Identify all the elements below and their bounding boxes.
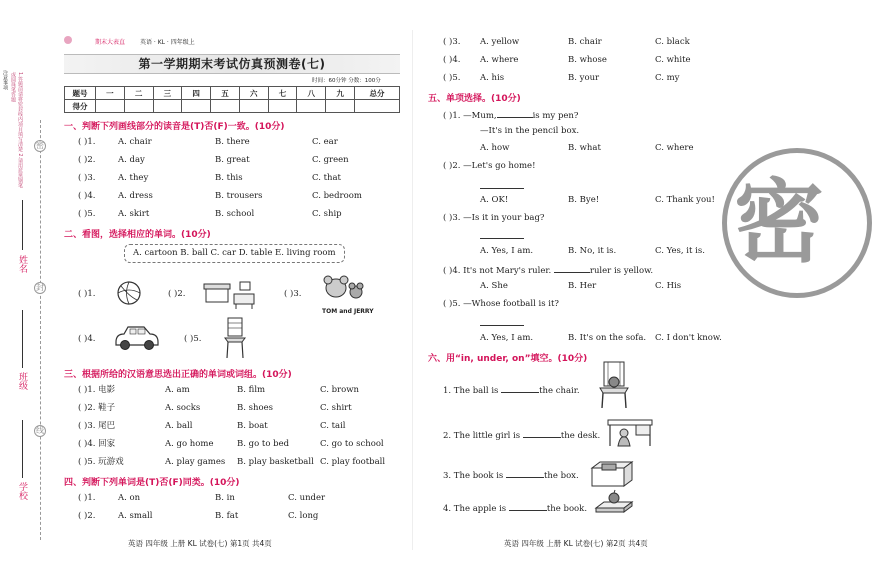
s1-q1-c: C. ear <box>312 137 338 147</box>
score-col: 六 <box>239 87 268 100</box>
s3-q4-c: C. go to school <box>320 439 384 449</box>
score-col: 一 <box>96 87 125 100</box>
s5-q3-blank[interactable] <box>480 238 524 239</box>
notes-title: 注意事项 <box>2 70 8 90</box>
school-label: 学校 <box>17 482 27 500</box>
s5-q4-text: ( )4. It's not Mary's ruler. <box>443 266 552 276</box>
score-cell[interactable] <box>355 100 400 113</box>
score-col: 七 <box>268 87 297 100</box>
s3-q4-b: B. go to bed <box>237 439 290 449</box>
r-q5-a: A. his <box>480 73 505 83</box>
s1-q5-a: A. skirt <box>118 209 150 219</box>
s2-q2-label: ( )2. <box>168 289 186 299</box>
s6-q4-blank[interactable] <box>509 502 547 511</box>
s2-q1-label: ( )1. <box>78 289 96 299</box>
score-col: 二 <box>124 87 153 100</box>
s6-q1-pre: 1. The ball is <box>443 386 499 396</box>
s1-q2-c: C. green <box>312 155 349 165</box>
s5-q2-c: C. Thank you! <box>655 195 715 205</box>
s4-q1-b: B. in <box>215 493 235 503</box>
s5-q5-blank[interactable] <box>480 325 524 326</box>
s5-q1-text: ( )1. —Mum, <box>443 111 497 121</box>
section-4-title: 四、判断下列单词是(T)否(F)同类。(10分) <box>64 478 240 488</box>
score-col: 八 <box>297 87 326 100</box>
r-q4-b: B. whose <box>568 55 607 65</box>
score-col: 九 <box>326 87 355 100</box>
s6-q2-blank[interactable] <box>523 429 561 438</box>
s5-q2-a: A. OK! <box>480 195 509 205</box>
s2-q5-label: ( )5. <box>184 334 202 344</box>
section-2-title: 二、看图，选择相应的单词。(10分) <box>64 230 211 240</box>
s6-q1-post: the chair. <box>539 386 580 396</box>
apple-on-book-picture <box>594 490 634 516</box>
r-q5-c: C. my <box>655 73 680 83</box>
s4-q2-b: B. fat <box>215 511 239 521</box>
s5-q3-c: C. Yes, it is. <box>655 246 705 256</box>
s5-q2-blank[interactable] <box>480 188 524 189</box>
s1-q4-num: ( )4. <box>78 191 96 201</box>
s1-q3-c: C. that <box>312 173 341 183</box>
s6-q3-blank[interactable] <box>506 469 544 478</box>
s1-q4-c: C. bedroom <box>312 191 362 201</box>
score-col: 总分 <box>355 87 400 100</box>
s3-q2-num: ( )2. 鞋子 <box>78 403 116 413</box>
r-q3-a: A. yellow <box>480 37 520 47</box>
s1-q5-c: C. ship <box>312 209 342 219</box>
seal-mark-3: 线 <box>36 426 44 435</box>
ball-picture <box>116 280 142 306</box>
s1-q2-b: B. great <box>215 155 250 165</box>
s5-q1-stem <box>443 109 578 122</box>
section-5-title: 五、单项选择。(10分) <box>428 94 521 104</box>
s6-q2 <box>443 429 600 442</box>
series-tag: 期末大表直 <box>95 39 126 46</box>
r-q5-num: ( )5. <box>443 73 461 83</box>
seal-line <box>40 120 41 540</box>
s1-q1-num: ( )1. <box>78 137 96 147</box>
score-cell[interactable] <box>239 100 268 113</box>
r-q3-b: B. chair <box>568 37 602 47</box>
name-label: 姓名 <box>17 255 27 273</box>
s6-q2-post: the desk. <box>560 431 601 441</box>
girl-under-desk-picture <box>606 416 656 448</box>
class-label: 班级 <box>17 372 27 390</box>
s3-q5-c: C. play football <box>320 457 386 467</box>
s5-q1-line2: —It's in the pencil box. <box>480 126 580 136</box>
s4-q2-a: A. small <box>118 511 153 521</box>
score-cell[interactable] <box>124 100 153 113</box>
ball-on-chair-picture <box>598 360 632 410</box>
s5-q4-a: A. She <box>480 281 508 291</box>
s5-q3-b: B. No, it is. <box>568 246 617 256</box>
s5-q1-b: B. what <box>568 143 601 153</box>
s5-q4-blank[interactable] <box>554 264 590 273</box>
s6-q3-pre: 3. The book is <box>443 471 504 481</box>
stamp-character: 密 <box>734 170 824 275</box>
score-col: 四 <box>182 87 211 100</box>
s5-q1-a: A. how <box>480 143 510 153</box>
s3-q3-num: ( )3. 尾巴 <box>78 421 116 431</box>
s1-q3-a: A. they <box>118 173 149 183</box>
r-q4-a: A. where <box>480 55 519 65</box>
s5-q4-c: C. His <box>655 281 682 291</box>
s6-q2-pre: 2. The little girl is <box>443 431 521 441</box>
s5-q3-a: A. Yes, I am. <box>480 246 534 256</box>
r-q5-b: B. your <box>568 73 600 83</box>
section-3-title: 三、根据所给的汉语意思选出正确的单词或词组。(10分) <box>64 370 292 380</box>
s3-q1-c: C. brown <box>320 385 359 395</box>
s5-q3-stem: ( )3. —Is it in your bag? <box>443 213 545 223</box>
s2-q4-label: ( )4. <box>78 334 96 344</box>
s3-q1-num: ( )1. 电影 <box>78 385 116 395</box>
s6-q3 <box>443 469 579 482</box>
series-info: 英语 · KL · 四年级上 <box>140 39 195 46</box>
s5-q2-stem: ( )2. —Let's go home! <box>443 161 536 171</box>
name-line <box>22 200 23 250</box>
s4-q1-c: C. under <box>288 493 326 503</box>
left-footer: 英语 四年级 上册 KL 试卷(七) 第1页 共4页 <box>128 539 272 548</box>
living-room-picture <box>200 278 260 310</box>
s3-q4-num: ( )4. 回家 <box>78 439 116 449</box>
seal-stamp <box>722 148 832 298</box>
s1-q3-num: ( )3. <box>78 173 96 183</box>
score-col: 五 <box>211 87 240 100</box>
s6-q3-post: the box. <box>544 471 579 481</box>
seal-mark-2: 封 <box>36 283 44 292</box>
s5-q1-blank[interactable] <box>497 109 533 118</box>
s2-q3-label: ( )3. <box>284 289 302 299</box>
score-cell[interactable] <box>211 100 240 113</box>
binding-margin <box>0 0 56 562</box>
score-cell[interactable] <box>297 100 326 113</box>
score-cell[interactable] <box>182 100 211 113</box>
s1-q4-a: A. dress <box>118 191 153 201</box>
car-picture <box>112 322 160 352</box>
tom-and-jerry-label: TOM and JERRY <box>322 308 374 315</box>
s3-q3-a: A. ball <box>165 421 193 431</box>
s5-q4-b: B. Her <box>568 281 597 291</box>
r-q4-c: C. white <box>655 55 691 65</box>
s1-q4-b: B. trousers <box>215 191 263 201</box>
s1-q2-a: A. day <box>118 155 145 165</box>
r-q4-num: ( )4. <box>443 55 461 65</box>
s5-q5-b: B. It's on the sofa. <box>568 333 647 343</box>
s6-q4-pre: 4. The apple is <box>443 504 507 514</box>
class-line <box>22 310 23 368</box>
school-line <box>22 420 23 478</box>
s3-q4-a: A. go home <box>165 439 214 449</box>
cartoon-picture <box>318 274 370 308</box>
score-table <box>64 86 400 113</box>
r-q3-c: C. black <box>655 37 690 47</box>
s5-q4-tail: ruler is yellow. <box>589 266 654 276</box>
book-in-box-picture <box>588 458 636 490</box>
s5-q5-a: A. Yes, I am. <box>480 333 534 343</box>
s3-q2-b: B. shoes <box>237 403 273 413</box>
s4-q1-num: ( )1. <box>78 493 96 503</box>
word-bank: A. cartoon B. ball C. car D. table E. living room <box>124 244 345 263</box>
s4-q2-num: ( )2. <box>78 511 96 521</box>
page-divider <box>412 30 413 550</box>
s6-q1-blank[interactable] <box>501 384 539 393</box>
s1-q1-b: B. there <box>215 137 250 147</box>
s1-q1-a: A. chair <box>118 137 152 147</box>
score-cell[interactable] <box>96 100 125 113</box>
s3-q1-b: B. film <box>237 385 266 395</box>
score-col: 三 <box>153 87 182 100</box>
s5-q1-c: C. where <box>655 143 694 153</box>
s4-q1-a: A. on <box>118 493 141 503</box>
r-q3-num: ( )3. <box>443 37 461 47</box>
s1-q5-num: ( )5. <box>78 209 96 219</box>
s6-q4 <box>443 502 587 515</box>
s5-q4-stem <box>443 264 653 277</box>
s3-q2-a: A. socks <box>165 403 201 413</box>
notes-text: 1.答题前请将密封线内项目填写清楚 2.请用蓝黑钢笔或圆珠笔答题 <box>10 72 23 189</box>
score-cell[interactable] <box>268 100 297 113</box>
s3-q1-a: A. am <box>165 385 190 395</box>
s6-q1 <box>443 384 580 397</box>
s5-q1-tail: is my pen? <box>532 111 579 121</box>
s5-q5-c: C. I don't know. <box>655 333 722 343</box>
right-footer: 英语 四年级 上册 KL 试卷(七) 第2页 共4页 <box>504 539 648 548</box>
s3-q3-c: C. tail <box>320 421 346 431</box>
time-score: 时间：60分钟 分数：100分 <box>312 78 381 84</box>
chair-picture <box>222 316 248 360</box>
series-badge <box>64 36 72 44</box>
score-cell[interactable] <box>153 100 182 113</box>
score-row-label: 得分 <box>65 100 96 113</box>
s3-q2-c: C. shirt <box>320 403 352 413</box>
s3-q3-b: B. boat <box>237 421 268 431</box>
s3-q5-a: A. play games <box>165 457 226 467</box>
s1-q2-num: ( )2. <box>78 155 96 165</box>
section-6-title: 六、用“in, under, on”填空。(10分) <box>428 354 588 364</box>
s1-q5-b: B. school <box>215 209 255 219</box>
s1-q3-b: B. this <box>215 173 243 183</box>
score-row-label: 题号 <box>65 87 96 100</box>
s4-q2-c: C. long <box>288 511 319 521</box>
seal-mark-1: 密 <box>36 141 44 150</box>
s6-q4-post: the book. <box>546 504 588 514</box>
page-title: 第一学期期末考试仿真预测卷(七) <box>138 57 326 71</box>
section-1-title: 一、判断下列画线部分的读音是(T)否(F)一致。(10分) <box>64 122 285 132</box>
s3-q5-num: ( )5. 玩游戏 <box>78 457 124 467</box>
s3-q5-b: B. play basketball <box>237 457 314 467</box>
s5-q5-stem: ( )5. —Whose football is it? <box>443 299 559 309</box>
s5-q2-b: B. Bye! <box>568 195 600 205</box>
score-cell[interactable] <box>326 100 355 113</box>
